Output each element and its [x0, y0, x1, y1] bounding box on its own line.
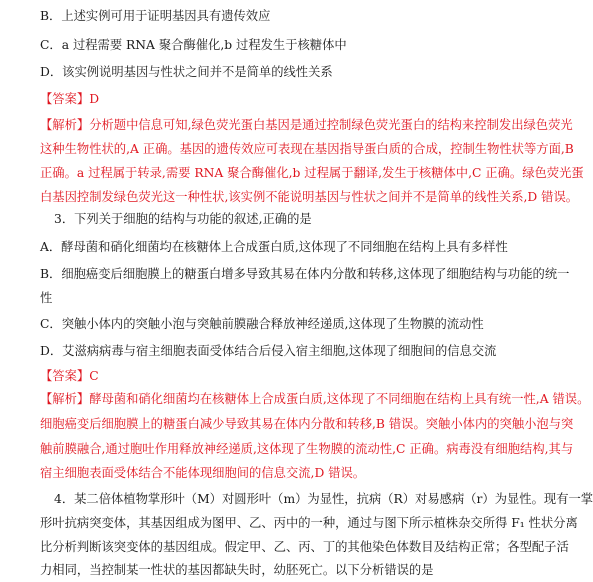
option-d: D．该实例说明基因与性状之间并不是简单的线性关系	[40, 65, 333, 79]
explanation-line: 细胞癌变后细胞膜上的糖蛋白减少导致其易在体内分散和转移,B 错误。突触小体内的突触小泡与突	[40, 417, 574, 431]
explanation-line: 【解析】分析题中信息可知,绿色荧光蛋白基因是通过控制绿色荧光蛋白的结构来控制发出绿色荧光	[40, 118, 573, 132]
option-b-continued: 性	[40, 291, 53, 305]
explanation-line: 白基因控制发绿色荧光这一种性状,该实例不能说明基因与性状之间并不是简单的线性关系,D 错误。	[40, 190, 579, 204]
question-4-stem: 4．某二倍体植物掌形叶（M）对圆形叶（m）为显性，抗病（R）对易感病（r）为显性。现有一掌	[54, 492, 593, 506]
explanation-line: 正确。a 过程属于转录,需要 RNA 聚合酶催化,b 过程属于翻译,发生于核糖体中,C 正确。绿色荧光蛋	[40, 166, 584, 180]
explanation-line: 宿主细胞表面受体结合不能体现细胞间的信息交流,D 错误。	[40, 466, 366, 480]
option-a: A．酵母菌和硝化细菌均在核糖体上合成蛋白质,这体现了不同细胞在结构上具有多样性	[40, 240, 508, 254]
question-4-line: 形叶抗病突变体，其基因组成为图甲、乙、丙中的一种，通过与图下所示植株杂交所得 F₁ 性状分离	[40, 516, 578, 530]
question-4-line: 比分析判断该突变体的基因组成。假定甲、乙、丙、丁的其他染色体数目及结构正常；各型配子活	[40, 540, 569, 554]
option-b: B．细胞癌变后细胞膜上的糖蛋白增多导致其易在体内分散和转移,这体现了细胞结构与功能的统一	[40, 267, 570, 281]
explanation-line: 触前膜融合,通过胞吐作用释放神经递质,这体现了生物膜的流动性,C 正确。病毒没有细胞结构,其与	[40, 442, 574, 456]
explanation-line: 【解析】酵母菌和硝化细菌均在核糖体上合成蛋白质,这体现了不同细胞在结构上具有统一性,A 错误。	[40, 392, 590, 406]
question-3-stem: 3．下列关于细胞的结构与功能的叙述,正确的是	[54, 212, 312, 226]
answer-label: 【答案】D	[40, 92, 100, 106]
explanation-line: 这种生物性状的,A 正确。基因的遗传效应可表现在基因指导蛋白质的合成，控制生物性状等方面,B	[40, 142, 574, 156]
option-c: C．a 过程需要 RNA 聚合酶催化,b 过程发生于核糖体中	[40, 38, 347, 52]
question-4-line: 力相同，当控制某一性状的基因都缺失时，幼胚死亡。以下分析错误的是	[40, 563, 434, 577]
answer-label: 【答案】C	[40, 369, 99, 383]
option-c: C．突触小体内的突触小泡与突触前膜融合释放神经递质,这体现了生物膜的流动性	[40, 317, 484, 331]
option-d: D．艾滋病病毒与宿主细胞表面受体结合后侵入宿主细胞,这体现了细胞间的信息交流	[40, 344, 497, 358]
option-b: B．上述实例可用于证明基因具有遗传效应	[40, 9, 271, 23]
